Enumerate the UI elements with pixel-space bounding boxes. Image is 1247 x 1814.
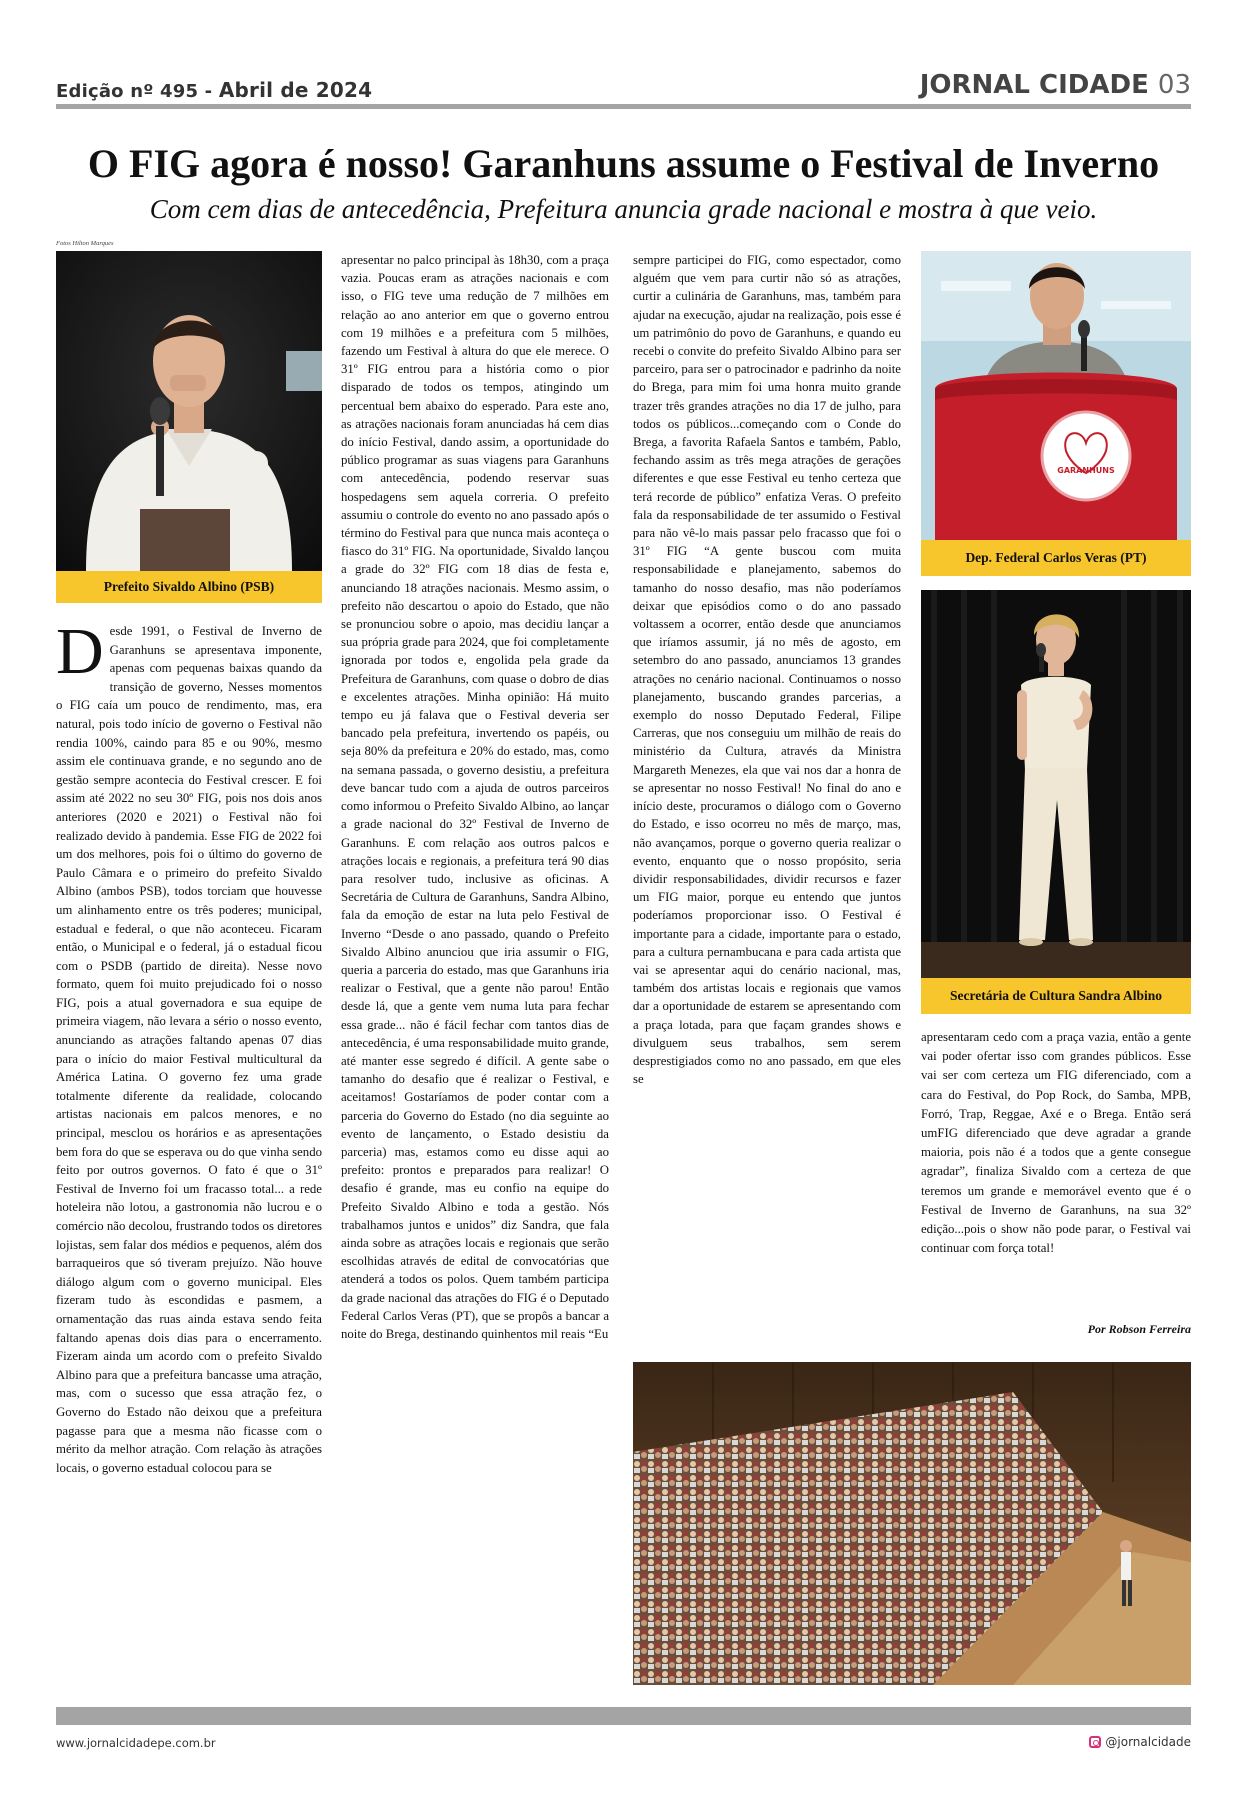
brand-name: JORNAL CIDADE: [919, 70, 1149, 100]
article-column-3: sempre participei do FIG, como espectador, como alguém que vem para curtir não só as atrações, curtir a culinária de Garanhuns, mas, também para ajudar na execução, ajudar na realização, pois esse é um patrimônio do povo de Garanhuns, e quando eu recebi o convite do prefeito Sivaldo Albino para ser parceiro, para ser o patrocinador e padrinho da noite do Brega, para mim foi uma honra muito grande trazer três grandes atrações no dia 17 de julho, para todos os públicos...começando com o Conde do Brega, a favorita Rafaela Santos e também, Pablo, fechando assim as três mega atrações de gerações diferentes e que esse Festival eu tenho certeza que terá recorde de público” enfatiza Veras. O prefeito fala da responsabilidade de ter assumido o Festival para não vê-lo mais passar pelo fracasso que foi o 31º FIG “A gente buscou com muita responsabilidade e planejamento, sabemos do tamanho do nosso desafio, mas não poderíamos deixar que episódios como o do ano passado voltassem a ocorrer, então desde que anunciamos que iríamos assumir, já no mês de agosto, em setembro do ano passado, anunciamos 13 grandes atrações no cenário nacional. Continuamos o nosso planejamento, buscando grandes parcerias, a exemplo do nosso Deputado Federal, Filipe Carreras, que nos conseguiu um milhão de reais do ministério da Cultura, através da Ministra Margareth Menezes, ela que vai nos dar a honra de se apresentar no nosso Festival! No final do ano e início deste, procuramos o diálogo com o Governo do Estado, e isso ocorreu no mês de março, mas, não avançamos, porque o governo queria realizar o evento, enquanto que o nosso propósito, seria dividir responsabilidades, dividir recursos e fazer um FIG maior, porque eu entendo que juntos poderíamos proporcionar isso. O Festival é importante para a cidade, importante para o estado, para a cultura pernambucana e para cada artista que vai se apresentar aqui do cenário nacional, mas, também dos artistas locais e regionais que vamos dar a oportunidade de estarem se apresentando com a praça lotada, para que façam grandes shows e divulguem seus trabalhos, sem serem desprestigiados como no ano passado, em que eles se: [633, 253, 901, 1087]
article-column-4: apresentaram cedo com a praça vazia, então a gente vai poder ofertar isso com grandes públicos. Esse vai ser com certeza um FIG diferenciado, com a cara do Festival, do Pop Rock, do Samba, MPB, Forró, Trap, Reggae, Axé e o Brega. Então será umFIG diferenciado que deve agradar a grande maioria, pois não é a todos que a gente consegue agradar”, finaliza Sivaldo com a certeza de que teremos um grande e memorável evento que é o Festival de Inverno de Garanhuns, na sua 32º edição...pois o show não pode parar, o Festival vai continuar com força total!: [921, 1030, 1191, 1256]
bottom-rule: [56, 1707, 1191, 1725]
edition-number: Edição nº 495 -: [56, 81, 213, 102]
secretary-photo: [921, 590, 1191, 978]
headline: O FIG agora é nosso! Garanhuns assume o Festival de Inverno: [87, 141, 1160, 186]
newspaper-brand: [920, 70, 1191, 100]
secretary-photo-image: [921, 590, 1191, 978]
mayor-caption: Prefeito Sivaldo Albino (PSB): [56, 571, 322, 603]
podium-logo-text: GARANHUNS: [1057, 466, 1115, 475]
top-rule: [56, 104, 1191, 109]
deputy-photo: [921, 251, 1191, 540]
column-1-text: esde 1991, o Festival de Inverno de Garanhuns se apresentava imponente, apenas com pequenas baixas quando da transição de governo, Nesses momentos o FIG caía um pouco de rendimento, mas, era natural, pois todo início de governo o Festival não rendia 100%, caindo para 85 e ou 90%, mesmo assim ele continuava grande, e no segundo ano de gestão sempre acontecia do Festival crescer. E foi assim até 2022 no seu 30º FIG, pois nos dois anos anteriores (2020 e 2021) o Festival não foi realizado devido à pandemia. Esse FIG de 2022 foi um dos melhores, pois foi o último do governo de Paulo Câmara e o primeiro do prefeito Sivaldo Albino (ambos PSB), todos torciam que houvesse um alinhamento entre os três poderes; municipal, estadual e federal, o que não aconteceu. Ficaram então, o Municipal e o federal, já o estadual ficou com o PSDB (partido de direita). Nesse novo formato, quem foi muito prejudicado foi o nosso FIG, pois a atual governadora e sua equipe de primeira viagem, não levara a sério o nosso evento, anunciando as atrações faltando apenas 07 dias para o início do maior Festival multicultural da América Latina. O governo fez uma grade totalmente diferente da realidade, colocando artistas nacionais em palcos menores, e no principal, mesclou os horários e as apresentações bem fora do que se esperava ou do que vinha sendo feito por outros governos. O fato é que o 31º Festival de Inverno foi um fracasso total... a rede hoteleira não lotou, a gastronomia não lucrou e o comércio não decolou, frustrando todos os diretores lojistas, sem falar dos médios e pequenos, além dos barraqueiros que só tiveram prejuízo. Não houve diálogo algum com o governo municipal. Eles fizeram tudo às escondidas e pasmem, a ornamentação das ruas ainda estava sendo feita faltando apenas dois dias para o encerramento. Fizeram ainda um acordo com o prefeito Sivaldo Albino para que a prefeitura bancasse uma atração, mas, com o sucesso que essa atração fez, o Governo do Estado não deixou que a prefeitura pagasse para que a mesma não ficasse com o mérito da melhor atração. Com relação às atrações locais, o governo estadual colocou para se: [56, 624, 322, 1475]
audience-photo-image: [633, 1362, 1191, 1685]
social-handle-text: @jornalcidade: [1105, 1735, 1191, 1749]
page-number: 03: [1157, 70, 1191, 100]
deputy-photo-image: [921, 251, 1191, 540]
instagram-icon: [1089, 1736, 1101, 1748]
drop-cap: D: [56, 622, 104, 688]
website-link[interactable]: www.jornalcidadepe.com.br: [56, 1736, 216, 1750]
edition-label: [56, 78, 372, 102]
byline: Por Robson Ferreira: [1087, 1322, 1191, 1336]
photo-credit: Fotos Hilton Marques: [56, 240, 114, 247]
secretary-caption: Secretária de Cultura Sandra Albino: [921, 978, 1191, 1014]
subheadline: Com cem dias de antecedência, Prefeitura anuncia grade nacional e mostra à que veio.: [149, 194, 1098, 224]
deputy-caption: Dep. Federal Carlos Veras (PT): [921, 540, 1191, 576]
mayor-photo: [56, 251, 322, 571]
social-handle[interactable]: [1089, 1735, 1191, 1749]
edition-month: Abril de 2024: [218, 78, 373, 102]
article-column-1: [56, 622, 322, 1692]
article-column-2: apresentar no palco principal às 18h30, com a praça vazia. Poucas eram as atrações nacionais e com isso, o FIG teve uma redução de 7 milhões em relação ao ano anterior em que o governo entrou com 19 milhões e a prefeitura com 5 milhões, fazendo um Festival à altura do que ele merece. O 31º FIG entrou para a história como o pior disparado de todos os tempos, atingindo um percentual bem abaixo do esperado. Para este ano, as atrações nacionais foram anunciadas há cem dias do início Festival, dando assim, a oportunidade do público programar as suas viagens para Garanhuns com antecedência, podendo reservar suas hospedagens sem aquela correria. O prefeito assumiu o controle do evento no ano passado após o término do Festival para que nunca mais aconteça o fiasco do 31º FIG. Na oportunidade, Sivaldo lançou a grade do 32º FIG com 18 dias de festa e, anunciando 18 atrações nacionais. Mesmo assim, o prefeito não descartou o apoio do Estado, que não se pronunciou sobre o apoio, mas decidiu lançar a sua própria grade para 2024, que foi completamente ignorada por todos e, engolida pela grade da Prefeitura de Garanhuns, com quase o dobro de dias e excelentes atrações. Minha opinião: Há muito tempo eu já falava que o Festival deveria ser bancado pela prefeitura, invertendo os papéis, ou seja 80% da prefeitura e 20% do estado, mas, como na semana passada, o governo desistiu, a prefeitura deve bancar tudo com a ajuda de outros parceiros como informou o Prefeito Sivaldo Albino, ao lançar a grade nacional do 32º Festival de Inverno de Garanhuns. E com relação aos outros palcos e atrações locais e regionais, a prefeitura terá 90 dias para resolver tudo, inclusive as oficinas. A Secretária de Cultura de Garanhuns, Sandra Albino, fala da emoção de estar na luta pelo Festival de Inverno “Desde o ano passado, quando o Prefeito Sivaldo Albino anunciou que iria assumir o FIG, queria a parceria do estado, mas que Garanhuns iria realizar o Festival, que a gente não parou! Então desde lá, que a gente vem numa luta para fechar essa grade... não é fácil fechar com tantos dias de antecedência, é uma responsabilidade muito grande, até manter esse segredo é difícil. A gente sabe o tamanho do desafio que é realizar o Festival, e aceitamos! Gostaríamos de poder contar com a parceria do Governo do Estado (no dia seguinte ao evento de lançamento, o Estado desistiu da parceria) mas, estamos como eu disse aqui ao prefeito: prontos e preparados para realizar! O desafio é grande, mas eu confio na equipe do Prefeito Sivaldo Albino e toda a gestão. Nós trabalhamos juntos e unidos” diz Sandra, que fala ainda sobre as atrações locais e regionais que serão escolhidas através de edital de convocatórias que atenderá a todos os polos. Quem também participa da grade nacional das atrações do FIG é o Deputado Federal Carlos Veras (PT), que se propôs a bancar a noite do Brega, destinando quinhentos mil reais “Eu: [341, 253, 609, 1341]
audience-photo: [633, 1362, 1191, 1685]
mayor-photo-image: [56, 251, 322, 571]
